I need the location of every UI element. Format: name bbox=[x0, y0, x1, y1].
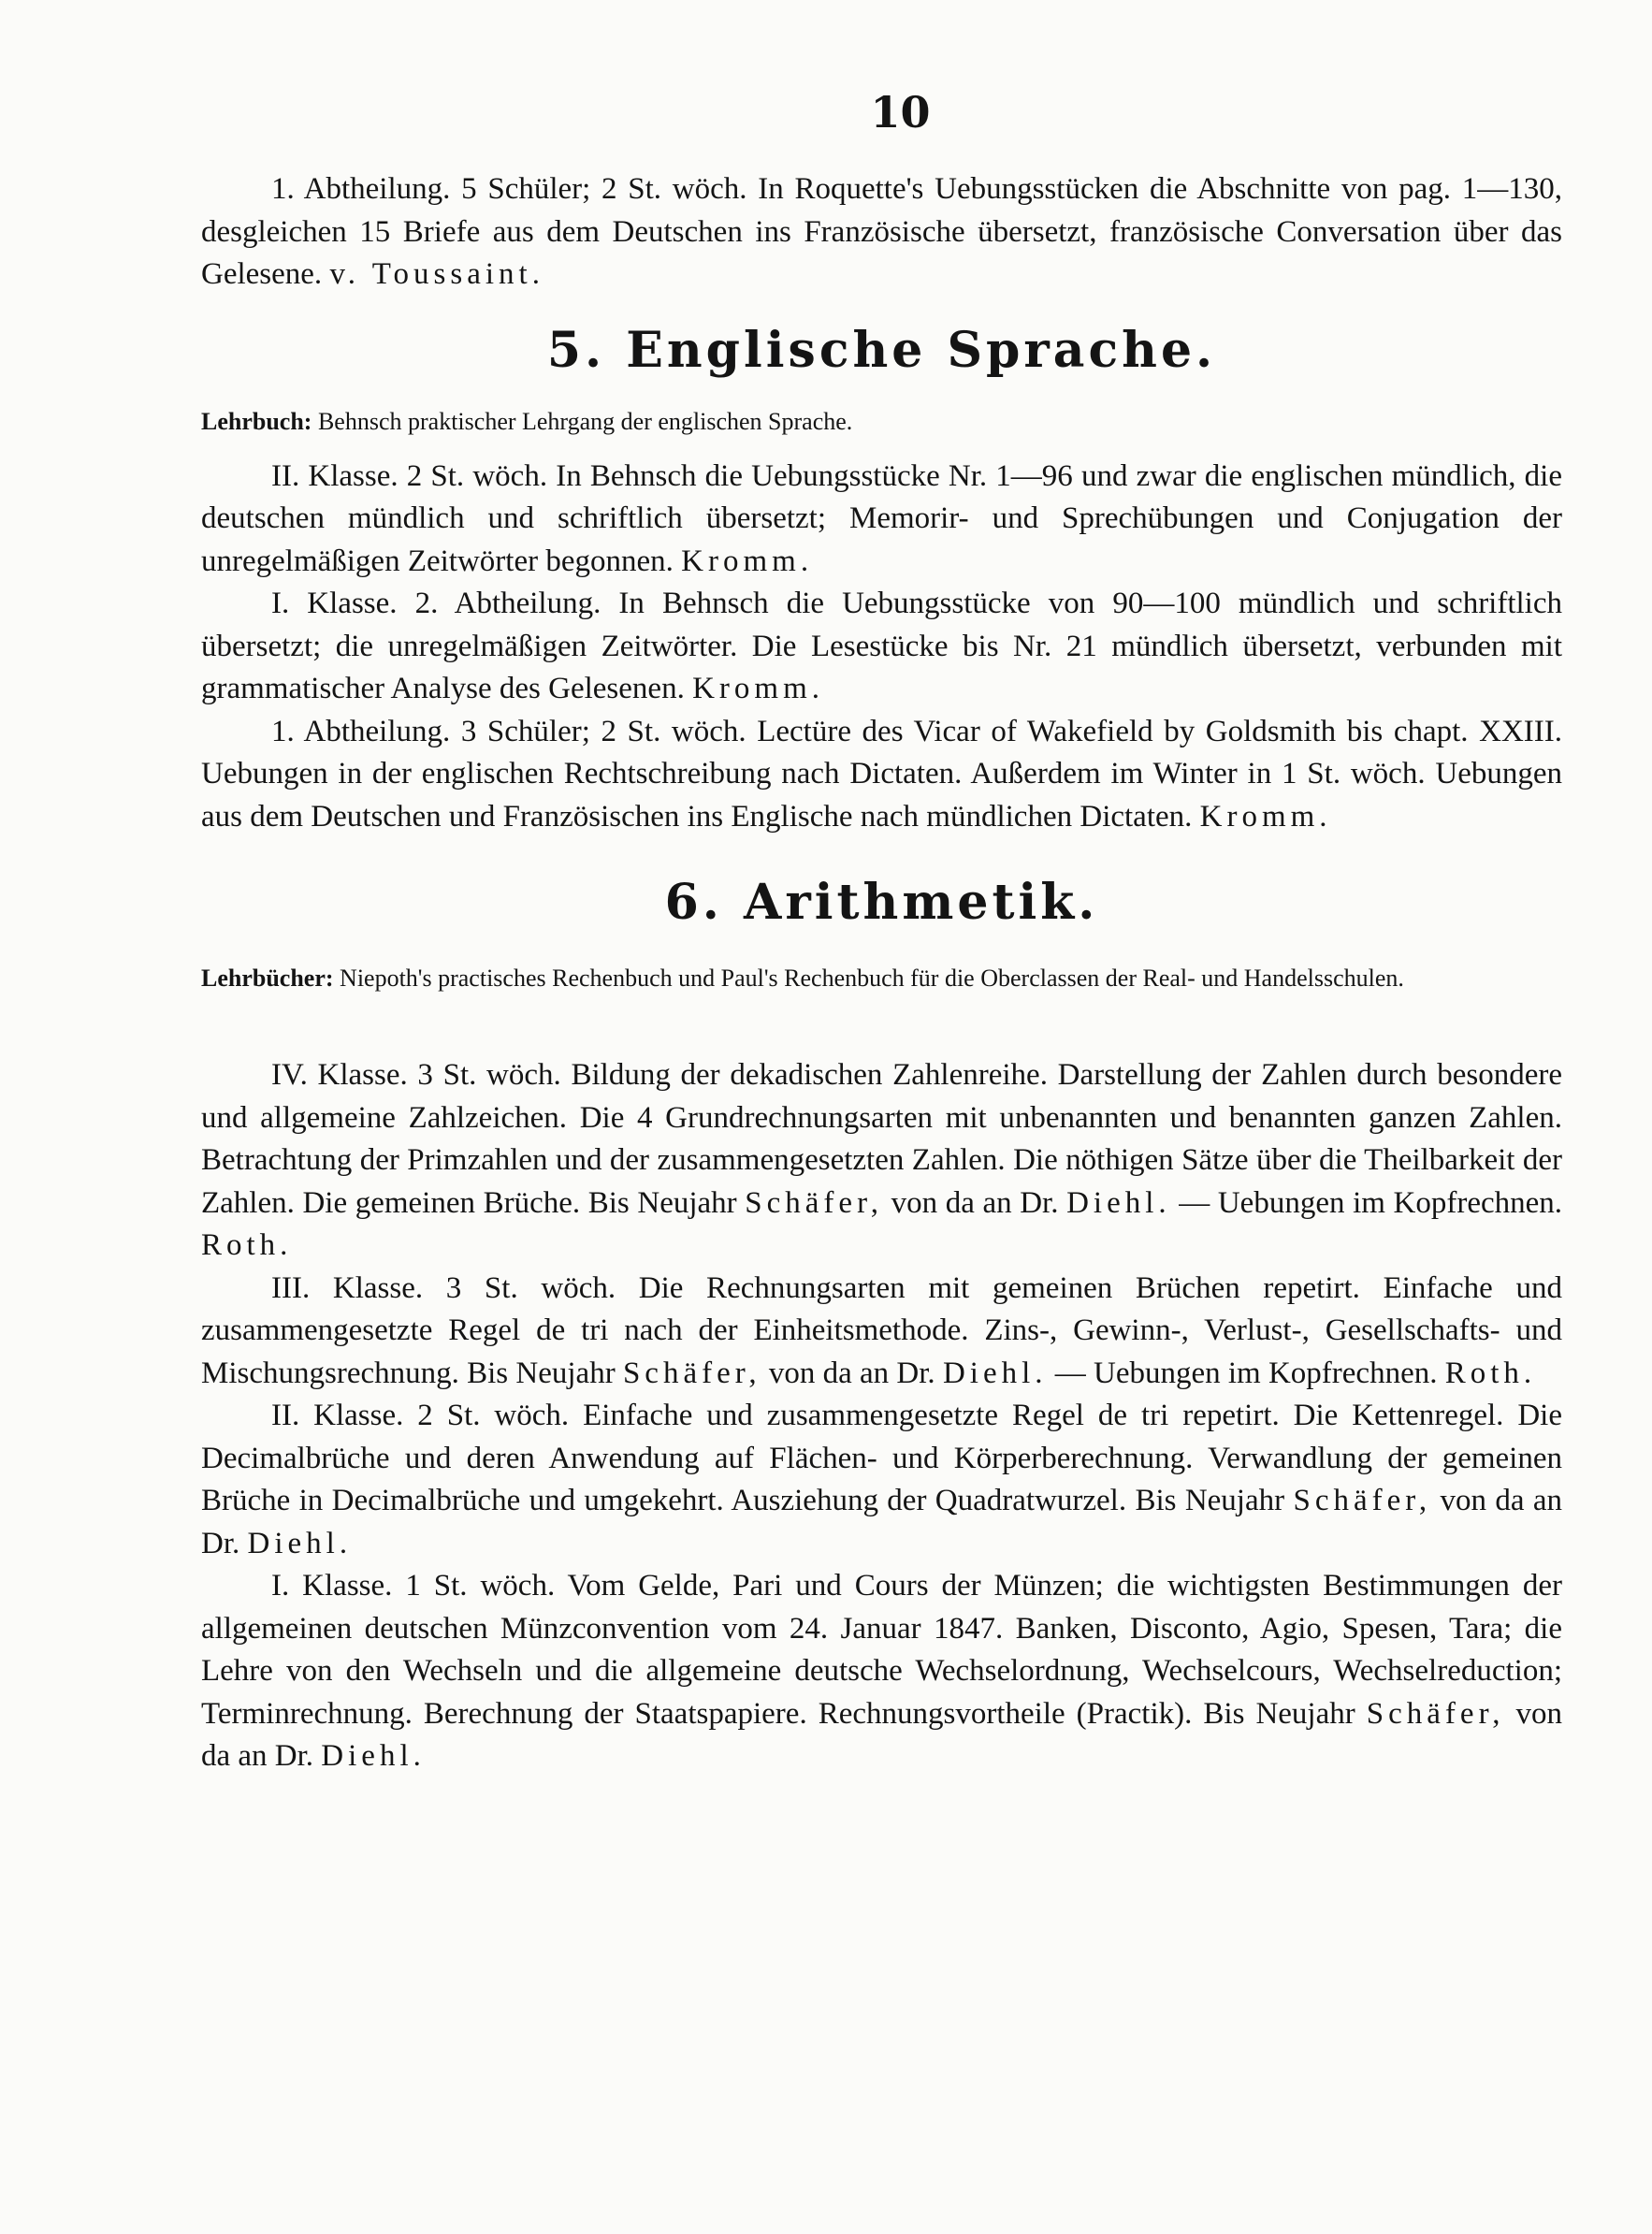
teacher-name: Roth. bbox=[201, 1228, 293, 1262]
paragraph-text: IV. Klasse. 3 St. wöch. Bildung der dekadischen Zahlenreihe. Darstellung der Zahlen durch besondere und allgemeine Zahlzeichen. Die 4 Grundrechnungsarten mit unbenannten und benannten ganzen Zahlen. Betrachtung der Primzahlen und der zusammengesetzten Zahlen. Die nöthigen Sätze über die Theilbarkeit der Zahlen. Die gemeinen Brüche. Bis Neujahr bbox=[201, 1058, 1562, 1220]
teacher-name: Schäfer, bbox=[745, 1185, 883, 1220]
textbook-title: Behnsch praktischer Lehrgang der englischen Sprache. bbox=[317, 407, 853, 435]
textbook-label: Lehrbücher: bbox=[201, 965, 334, 992]
teacher-name: Diehl. bbox=[321, 1739, 426, 1773]
paragraph-english-klasse-1-abt-2 bbox=[201, 583, 1562, 711]
section-heading-arithmetik: 6. Arithmetik. bbox=[664, 874, 1099, 931]
paragraph-arith-klasse-1 bbox=[201, 1565, 1562, 1778]
teacher-name: Kromm. bbox=[1199, 799, 1332, 834]
teacher-name: Kromm. bbox=[692, 672, 824, 705]
paragraph-text: von da an Dr. bbox=[891, 1185, 1059, 1220]
textbook-label: Lehrbuch: bbox=[201, 407, 312, 435]
teacher-name: v. Toussaint. bbox=[329, 257, 544, 291]
textbook-arithmetik bbox=[201, 961, 1562, 1054]
teacher-name: Diehl. bbox=[247, 1526, 353, 1560]
paragraph-text: II. Klasse. 2 St. wöch. In Behnsch die Uebungsstücke Nr. 1—96 und zwar die englischen mündlich, die deutschen mündlich und schriftlich übersetzt; Memorir- und Sprechübungen und Conjugation der unregelmäßigen Zeitwörter begonnen. bbox=[201, 458, 1562, 578]
paragraph-text: 1. Abtheilung. 5 Schüler; 2 St. wöch. In Roquette's Uebungsstücken die Abschnitte von pag. 1—130, desgleichen 15 Briefe aus dem Deutschen ins Französische übersetzt, französische Conversation über das Gelesene. bbox=[201, 172, 1562, 291]
teacher-name: Schäfer, bbox=[622, 1356, 761, 1390]
teacher-name: Schäfer, bbox=[1293, 1484, 1432, 1517]
textbook-english bbox=[201, 404, 1562, 456]
paragraph-text: I. Klasse. 1 St. wöch. Vom Gelde, Pari und Cours der Münzen; die wichtigsten Bestimmungen der allgemeinen deutschen Münzconvention vom 24. Januar 1847. Banken, Disconto, Agio, Spesen, Tara; die Lehre von den Wechseln und die allgemeine deutsche Wechselordnung, Wechselcours, Wechselreduction; Terminrechnung. Berechnung der Staatspapiere. Rechnungsvortheile (Practik). Bis Neujahr bbox=[201, 1569, 1562, 1731]
teacher-name: Roth. bbox=[1444, 1356, 1537, 1390]
teacher-name: Diehl. bbox=[1066, 1185, 1171, 1220]
paragraph-text: von da an Dr. bbox=[201, 1484, 1563, 1560]
paragraph-english-klasse-1-abt-1 bbox=[201, 711, 1562, 839]
teacher-name: Diehl. bbox=[942, 1356, 1048, 1390]
paragraph-french-abtheilung bbox=[201, 168, 1562, 297]
paragraph-text: von da an Dr. bbox=[201, 1696, 1563, 1773]
page bbox=[201, 75, 1562, 1778]
paragraph-english-klasse-2 bbox=[201, 456, 1562, 584]
section-heading-english: 5. Englische Sprache. bbox=[546, 321, 1217, 379]
teacher-name: Kromm. bbox=[681, 544, 814, 578]
paragraph-arith-klasse-3 bbox=[201, 1268, 1562, 1396]
paragraph-text: III. Klasse. 3 St. wöch. Die Rechnungsarten mit gemeinen Brüchen repetirt. Einfache und zusammengesetzte Regel de tri nach der Einheitsmethode. Zins-, Gewinn-, Verlust-, Gesellschafts- und Mischungsrechnung. Bis Neujahr bbox=[201, 1270, 1562, 1390]
paragraph-text: I. Klasse. 2. Abtheilung. In Behnsch die Uebungsstücke von 90—100 mündlich und schriftlich übersetzt; die unregelmäßigen Zeitwörter. Die Lesestücke bis Nr. 21 mündlich übersetzt, verbunden mit grammatischer Analyse des Gelesenen. bbox=[201, 587, 1562, 705]
paragraph-text: von da an Dr. bbox=[768, 1356, 935, 1390]
paragraph-text: — Uebungen im Kopfrechnen. bbox=[1179, 1185, 1563, 1220]
paragraph-text: — Uebungen im Kopfrechnen. bbox=[1054, 1356, 1438, 1390]
paragraph-arith-klasse-2 bbox=[201, 1395, 1562, 1565]
textbook-title: Niepoth's practisches Rechenbuch und Paul's Rechenbuch für die Oberclassen der Real- und Handelsschulen. bbox=[340, 965, 1404, 992]
paragraph-text: II. Klasse. 2 St. wöch. Einfache und zusammengesetzte Regel de tri repetirt. Die Kettenregel. Die Decimalbrüche und deren Anwendung auf Flächen- und Körperberechnung. Verwandlung der gemeinen Brüche in Decimalbrüche und umgekehrt. Ausziehung der Quadratwurzel. Bis Neujahr bbox=[201, 1399, 1562, 1517]
page-number: 10 bbox=[870, 87, 931, 138]
paragraph-text: 1. Abtheilung. 3 Schüler; 2 St. wöch. Lectüre des Vicar of Wakefield by Goldsmith bis chapt. XXIII. Uebungen in der englischen Rechtschreibung nach Dictaten. Außerdem im Winter in 1 St. wöch. Uebungen aus dem Deutschen und Französischen ins Englische nach mündlichen Dictaten. bbox=[201, 714, 1562, 834]
paragraph-arith-klasse-4 bbox=[201, 1054, 1562, 1268]
teacher-name: Schäfer, bbox=[1366, 1696, 1505, 1731]
